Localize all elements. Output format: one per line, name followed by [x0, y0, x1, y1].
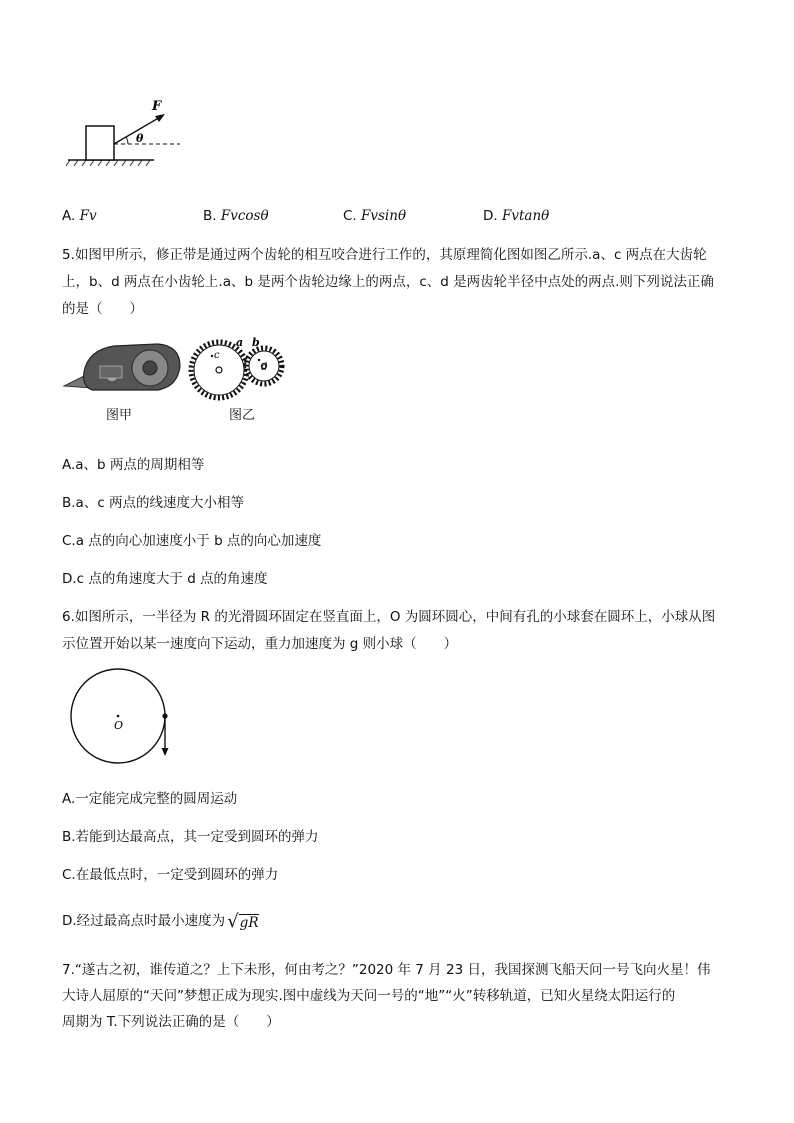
center-point: [117, 715, 120, 718]
correction-tape-image: [62, 336, 184, 398]
q6-option-c: C.在最低点时，一定受到圆环的弹力: [62, 867, 279, 883]
velocity-arrowhead: [162, 748, 169, 756]
large-gear-axle: [216, 367, 222, 373]
point-c: [211, 355, 213, 357]
q5-stem-line-2: 上，b、d 两点在小齿轮上.a、b 是两个齿轮边缘上的两点，c、d 是两齿轮半径中点处的两点.则下列说法正确: [62, 274, 714, 290]
ground-hatching: [66, 160, 150, 166]
q6-option-a: A.一定能完成完整的圆周运动: [62, 791, 238, 807]
ball: [162, 713, 167, 718]
q6-stem-line-1: 6.如图所示，一半径为 R 的光滑圆环固定在竖直面上，O 为圆环圆心，中间有孔的小球套在圆环上，小球从图: [62, 609, 716, 625]
force-diagram: [66, 96, 196, 170]
q6-stem-line-2: 示位置开始以某一速度向下运动，重力加速度为 g 则小球（ ）: [62, 636, 458, 652]
q5-option-a: A.a、b 两点的周期相等: [62, 457, 205, 473]
angle-arc: [126, 137, 128, 144]
fig-yi-caption: 图乙: [229, 408, 256, 423]
q5-option-d: D.c 点的角速度大于 d 点的角速度: [62, 571, 268, 587]
q7-stem-line-2: 大诗人屈原的“天问”梦想正成为现实.图中虚线为天问一号的“地”“火”转移轨道，已知火星绕太阳运行的: [62, 988, 676, 1004]
angle-label: θ: [136, 132, 144, 145]
q4-option-a: A. Fv: [62, 208, 97, 224]
q6-option-d: [62, 909, 259, 932]
q7-stem-line-3: 周期为 T.下列说法正确的是（ ）: [62, 1014, 280, 1030]
tape-reel-hub: [143, 361, 157, 375]
point-d: [258, 359, 260, 361]
q4-option-d: D. Fvtanθ: [483, 208, 550, 224]
center-label: O: [114, 719, 124, 732]
q5-option-c: C.a 点的向心加速度小于 b 点的向心加速度: [62, 533, 322, 549]
sqrt-radicand: gR: [239, 915, 259, 931]
force-arrowhead: [155, 114, 165, 122]
q6-option-d-text: D.经过最高点时最小速度为: [62, 913, 226, 929]
label-c: c: [214, 350, 220, 361]
tape-logo: [100, 366, 122, 378]
q6-option-b: B.若能到达最高点，其一定受到圆环的弹力: [62, 829, 319, 845]
gears-diagram: [186, 332, 290, 406]
label-a: a: [236, 336, 244, 349]
label-d: d: [261, 362, 268, 373]
label-b: b: [252, 336, 260, 349]
q5-stem-line-1: 5.如图甲所示，修正带是通过两个齿轮的相互咬合进行工作的，其原理简化图如图乙所示.a、c 两点在大齿轮: [62, 247, 707, 263]
sqrt-formula: [227, 911, 259, 932]
q5-option-b: B.a、c 两点的线速度大小相等: [62, 495, 245, 511]
q7-stem-line-1: 7.“遂古之初，谁传道之？上下未形，何由考之？”2020 年 7 月 23 日，我国探测飞船天问一号飞向火星！伟: [62, 962, 711, 978]
q5-stem-line-3: 的是（ ）: [62, 301, 143, 317]
q4-option-b: B. Fvcosθ: [203, 208, 269, 224]
block: [86, 126, 114, 160]
sqrt-sign: √: [227, 911, 239, 932]
fig-jia-caption: 图甲: [106, 408, 133, 423]
q4-option-c: C. Fvsinθ: [343, 208, 407, 224]
ring-diagram: [66, 666, 176, 766]
force-label: F: [152, 99, 162, 114]
